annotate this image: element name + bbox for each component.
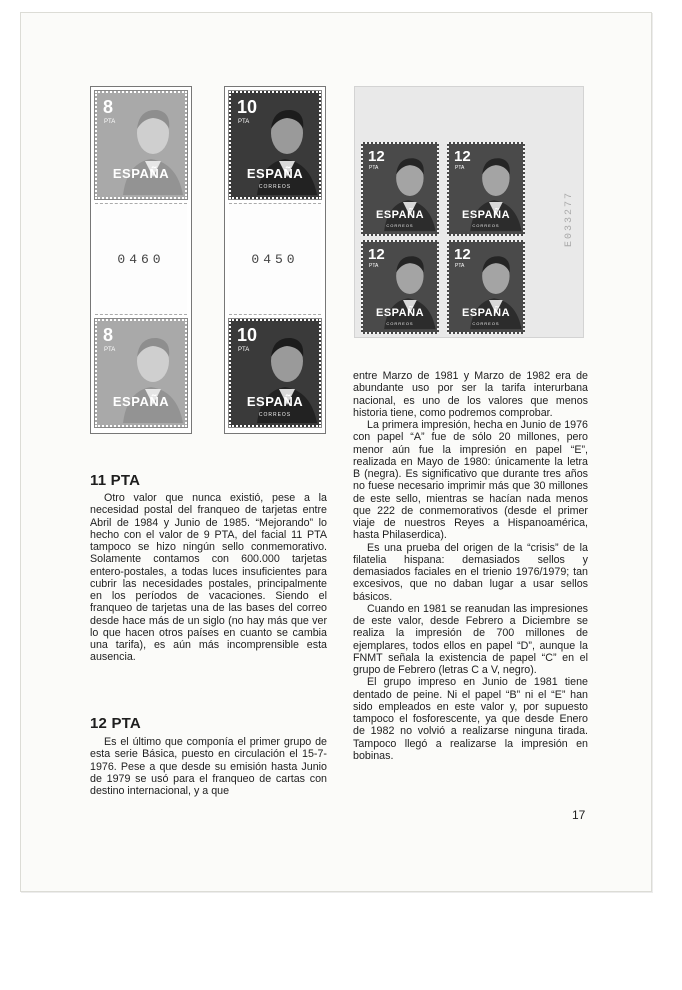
stamp-unit: PTA bbox=[455, 165, 465, 171]
stamp-unit: PTA bbox=[455, 263, 465, 269]
stamp-correos: CORREOS bbox=[472, 223, 500, 228]
stamp-country: ESPAÑA bbox=[375, 209, 425, 221]
stamp-country: ESPAÑA bbox=[461, 307, 511, 319]
stamp-10-pta-top bbox=[229, 91, 321, 199]
stamp-12-pta bbox=[447, 142, 525, 236]
section-12-body-right bbox=[353, 370, 588, 762]
section-12-body-left bbox=[90, 736, 327, 797]
control-number: 0460 bbox=[117, 251, 165, 267]
coil-gutter bbox=[229, 203, 321, 315]
stamp-unit: PTA bbox=[369, 165, 379, 171]
stamp-correos: CORREOS bbox=[258, 412, 292, 418]
stamp-country: ESPAÑA bbox=[461, 209, 511, 221]
block-of-four-12-pta bbox=[354, 86, 584, 338]
stamp-unit: PTA bbox=[238, 347, 250, 353]
stamp-correos: CORREOS bbox=[386, 321, 414, 326]
paragraph: Cuando en 1981 se reanudan las impresiones de este valor, desde Febrero a Diciembre se realiza la impresión de 700 millones de ejemplares, todos ellos en papel “D”, aunque la FNMT señala la existencia de papel “C” en el grupo de Febrero (letras C a V, negro). bbox=[353, 602, 588, 676]
heading-12-pta: 12 PTA bbox=[90, 715, 141, 732]
stamp-value: 10 bbox=[237, 97, 258, 117]
stamp-country: ESPAÑA bbox=[246, 166, 304, 181]
paragraph: Otro valor que nunca existió, pese a la necesidad postal del franqueo de tarjetas entre Abril de 1984 y Junio de 1985. “Mejorando” lo hecho con el valor de 9 PTA, del facial 11 PTA tampoco se hizo ningún sello conmemorativo. Solamente contamos con 600.000 tarjetas entero-postales, a todas luces insuficientes para cubrir las necesidades postales, principalmente en los períodos de vacaciones. Siendo el franqueo de tarjetas una de las bases del correo desde hace más de un siglo (no hay más que ver lo que hacen otros países en cuanto se cambia una tarifa), es aún más incomprensible esta ausencia. bbox=[90, 492, 327, 664]
stamp-unit: PTA bbox=[104, 119, 116, 125]
stamp-value: 12 bbox=[454, 246, 471, 263]
stamp-correos: CORREOS bbox=[386, 223, 414, 228]
stamp-8-pta-top bbox=[95, 91, 187, 199]
stamp-value: 12 bbox=[368, 148, 385, 165]
stamp-12-pta bbox=[447, 240, 525, 334]
stamp-value: 12 bbox=[454, 148, 471, 165]
paragraph: Es una prueba del origen de la “crisis” de la filatelia hispana: demasiados sellos y demasiados faciales en el trienio 1976/1979; tan excesivos, que no daban lugar a usar sellos básicos. bbox=[353, 541, 588, 603]
stamp-8-pta-bottom bbox=[95, 319, 187, 427]
stamp-unit: PTA bbox=[104, 347, 116, 353]
heading-11-pta: 11 PTA bbox=[90, 472, 141, 489]
coil-strip-10-pta bbox=[224, 86, 326, 434]
coil-gutter bbox=[95, 203, 187, 315]
stamp-value: 8 bbox=[103, 97, 114, 117]
stamp-correos: CORREOS bbox=[258, 184, 292, 190]
stamp-value: 8 bbox=[103, 325, 114, 345]
stamp-12-pta bbox=[361, 240, 439, 334]
stamp-10-pta-bottom bbox=[229, 319, 321, 427]
sheet-margin-number: E033277 bbox=[564, 191, 575, 248]
paragraph-continued: entre Marzo de 1981 y Marzo de 1982 era de abundante uso por ser la tarifa interurbana nacional, es uno de los valores que menos historia tiene, como podremos comprobar. bbox=[353, 370, 588, 419]
stamp-value: 12 bbox=[368, 246, 385, 263]
paragraph: La primera impresión, hecha en Junio de 1976 con papel “A” fue de sólo 20 millones, pero menor aún fue la impresión en papel “E”, realizada en Mayo de 1980: únicamente la letra B (negra). Es significativo que durante tres años no fuese necesario imprimir más que 30 millones de este sello, mientras se hacían nada menos que 222 de conmemorativos (desde el primer viaje de nuestros Reyes a Hispanoamérica, hasta Philaserdica). bbox=[353, 419, 588, 542]
paragraph: El grupo impreso en Junio de 1981 tiene dentado de peine. Ni el papel “B” ni el “E” han sido empleados en este valor y, por supuesto tampoco el fosforescente, ya que desde Enero de 1982 no volvió a realizarse ninguna tirada. Tampoco llegó a realizarse la impresión en bobinas. bbox=[353, 676, 588, 762]
stamp-country: ESPAÑA bbox=[112, 394, 170, 409]
stamp-unit: PTA bbox=[369, 263, 379, 269]
control-number: 0450 bbox=[251, 251, 299, 267]
stamp-value: 10 bbox=[237, 325, 258, 345]
stamp-country: ESPAÑA bbox=[375, 307, 425, 319]
section-11-body bbox=[90, 492, 327, 664]
stamp-12-pta bbox=[361, 142, 439, 236]
stamp-unit: PTA bbox=[238, 119, 250, 125]
paragraph: Es el último que componía el primer grupo de esta serie Básica, puesto en circulación el 15-7-1976. Pese a que desde su emisión hasta Junio de 1979 se usó para el franqueo de cartas con destino internacional, y a que bbox=[90, 736, 327, 797]
stamp-correos: CORREOS bbox=[472, 321, 500, 326]
page-number: 17 bbox=[572, 808, 586, 822]
stamp-country: ESPAÑA bbox=[112, 166, 170, 181]
stamp-country: ESPAÑA bbox=[246, 394, 304, 409]
coil-strip-8-pta bbox=[90, 86, 192, 434]
